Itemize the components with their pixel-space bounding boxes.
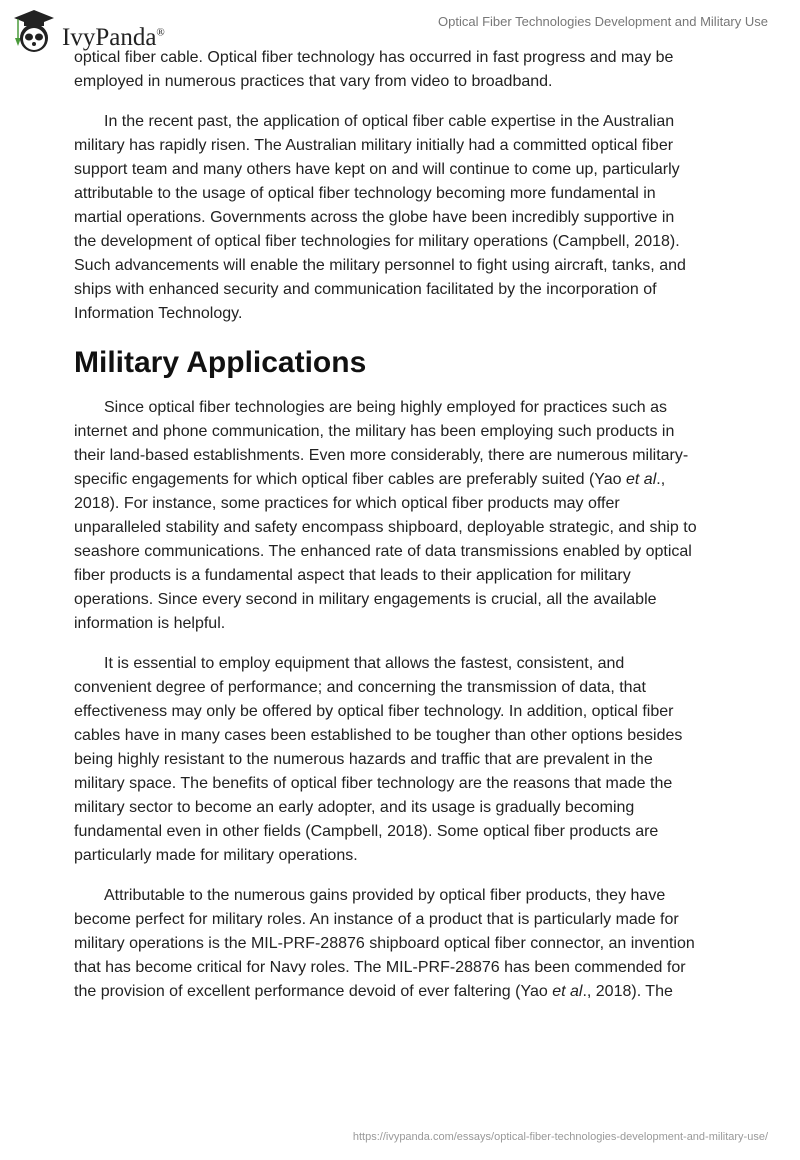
text-segment: the provision of excellent performance devoid of ever faltering (Yao — [74, 983, 553, 1000]
registered-mark: ® — [156, 26, 165, 39]
text-line: 2018). For instance, some practices for which optical fiber products may offer — [74, 495, 620, 512]
text-segment: specific engagements for which optical fiber cables are preferably suited (Yao — [74, 471, 626, 488]
italic-text: et al — [626, 471, 657, 488]
text-line: attributable to the usage of optical fiber technology becoming more fundamental in — [74, 185, 656, 202]
text-line: ships with enhanced security and communication facilitated by the incorporation of — [74, 281, 657, 298]
essay-content — [74, 46, 734, 1020]
text-segment: ., — [656, 471, 666, 488]
italic-text: et al — [552, 983, 583, 1000]
text-line: It is essential to employ equipment that allows the fastest, consistent, and — [104, 655, 625, 672]
text-segment: ., 2018). The — [582, 983, 673, 1000]
text-line: In the recent past, the application of optical fiber cable expertise in the Australian — [104, 113, 675, 130]
text-line: Information Technology. — [74, 305, 243, 322]
text-line: military space. The benefits of optical fiber technology are the reasons that made the — [74, 775, 673, 792]
text-line: military has rapidly risen. The Australian military initially had a committed optical fiber — [74, 137, 674, 154]
text-line: military operations is the MIL-PRF-28876 shipboard optical fiber connector, an invention — [74, 935, 695, 952]
text-line: particularly made for military operations. — [74, 847, 358, 864]
text-line: unparalleled stability and safety encompass shipboard, deployable strategic, and ship to — [74, 519, 697, 536]
text-line: the development of optical fiber technologies for military operations (Campbell, 2018). — [74, 233, 680, 250]
section-heading: Military Applications — [74, 346, 367, 379]
text-line: their land-based establishments. Even more considerably, there are numerous military- — [74, 447, 689, 464]
text-line: operations. Since every second in military engagements is crucial, all the available — [74, 591, 657, 608]
text-line: fiber products is a fundamental aspect that leads to their application for military — [74, 567, 631, 584]
panda-graduate-icon — [12, 8, 56, 54]
text-line: martial operations. Governments across the globe have been incredibly supportive in — [74, 209, 675, 226]
text-line — [74, 468, 734, 492]
text-line: Such advancements will enable the military personnel to fight using aircraft, tanks, and — [74, 257, 686, 274]
text-line: fundamental even in other fields (Campbell, 2018). Some optical fiber products are — [74, 823, 659, 840]
text-line: information is helpful. — [74, 615, 226, 632]
text-line: Since optical fiber technologies are being highly employed for practices such as — [104, 399, 667, 416]
text-line: Attributable to the numerous gains provided by optical fiber products, they have — [104, 887, 666, 904]
text-line: convenient degree of performance; and concerning the transmission of data, that — [74, 679, 646, 696]
text-line: internet and phone communication, the military has been employing such products in — [74, 423, 675, 440]
paragraph — [74, 884, 734, 1004]
text-line: cables have in many cases been established to be tougher than other options besides — [74, 727, 683, 744]
paragraph — [74, 652, 734, 868]
text-line: seashore communications. The enhanced rate of data transmissions enabled by optical — [74, 543, 692, 560]
text-line — [74, 980, 734, 1004]
document-title: Optical Fiber Technologies Development and Military Use — [438, 14, 768, 29]
text-line: that has become critical for Navy roles. The MIL-PRF-28876 has been commended for — [74, 959, 686, 976]
brand-name: IvyPanda — [62, 24, 157, 51]
text-line: optical fiber cable. Optical fiber technology has occurred in fast progress and may be — [74, 49, 674, 66]
text-line: being highly resistant to the numerous hazards and traffic that are prevalent in the — [74, 751, 653, 768]
text-line: become perfect for military roles. An instance of a product that is particularly made for — [74, 911, 679, 928]
text-line: support team and many others have kept on and will continue to come up, particularly — [74, 161, 680, 178]
paragraph — [74, 396, 734, 636]
text-line: military sector to become an early adopter, and its usage is gradually becoming — [74, 799, 635, 816]
paragraph — [74, 110, 734, 326]
paragraph — [74, 46, 734, 94]
text-line: effectiveness may only be offered by optical fiber technology. In addition, optical fiber — [74, 703, 674, 720]
source-url-link[interactable]: https://ivypanda.com/essays/optical-fiber-technologies-development-and-military-use/ — [352, 1131, 768, 1143]
text-line: employed in numerous practices that vary from video to broadband. — [74, 73, 553, 90]
